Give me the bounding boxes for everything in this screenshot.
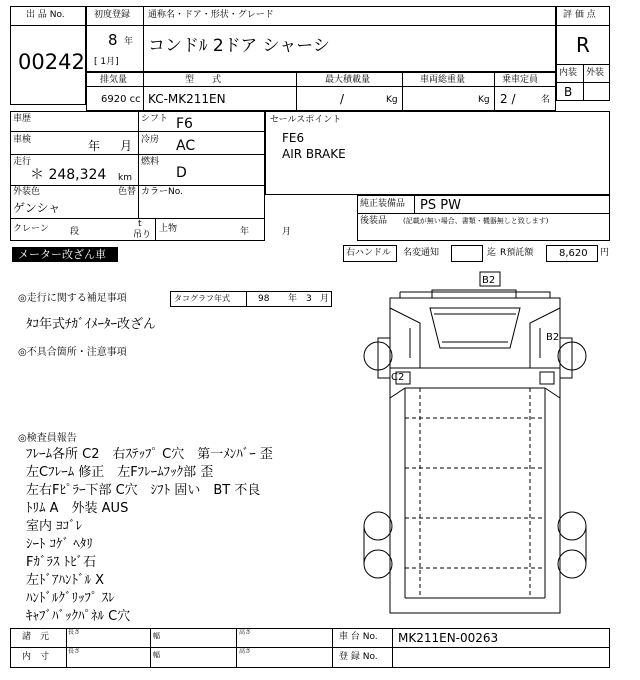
crane-label: クレーン bbox=[13, 224, 49, 234]
report-line: Fｶﾞﾗｽ ﾄﾋﾞ石 bbox=[26, 555, 97, 570]
ext-color-value: ゲンシャ bbox=[13, 201, 61, 215]
model-value: KC-MK211EN bbox=[148, 92, 226, 106]
inspection-label: 車検 bbox=[13, 135, 32, 145]
hoist-month: 月 bbox=[282, 227, 292, 237]
sales-line2: AIR BRAKE bbox=[282, 147, 346, 161]
name-label: 通称名・ドア・形状・グレード bbox=[148, 10, 274, 20]
displacement-label: 排気量 bbox=[100, 75, 128, 85]
until-label: 迄 bbox=[487, 248, 497, 258]
width-label-1: 幅 bbox=[153, 632, 160, 640]
report-line: ﾌﾚｰﾑ各所 C2 右ｽﾃｯﾌﾟ C穴 第一ﾒﾝﾊﾞｰ 歪 bbox=[26, 447, 273, 462]
exterior-label: 外装 bbox=[586, 68, 605, 78]
report-line: 左Cﾌﾚｰﾑ 修正 左Fﾌﾚｰﾑﾌｯｸ部 歪 bbox=[26, 465, 214, 480]
first-reg-label: 初度登録 bbox=[94, 10, 131, 20]
name-change-box bbox=[451, 245, 483, 262]
max-load-value: / bbox=[340, 92, 345, 106]
naisun-label: 内 寸 bbox=[22, 652, 50, 662]
chassis-value: MK211EN-00263 bbox=[398, 631, 499, 645]
genuine-value: PS PW bbox=[420, 198, 461, 213]
gross-weight-label: 車両総重量 bbox=[420, 75, 466, 85]
sales-line1: FE6 bbox=[282, 131, 305, 145]
meter-tampered-badge: メーター改ざん車 bbox=[12, 247, 118, 262]
running-title: ◎走行に関する補足事項 bbox=[18, 293, 127, 304]
height-label-1: 高さ bbox=[239, 629, 252, 636]
sales-title: セールスポイント bbox=[270, 115, 342, 125]
inspection-month: 月 bbox=[120, 139, 133, 153]
mileage-label: 走行 bbox=[13, 157, 32, 167]
kg-unit-2: Kg bbox=[478, 95, 490, 105]
width-label-2: 幅 bbox=[153, 651, 160, 659]
crane-t: t bbox=[138, 219, 142, 229]
ac-value: AC bbox=[176, 138, 196, 154]
fuel-value: D bbox=[176, 165, 187, 181]
ac-label: 冷房 bbox=[141, 135, 160, 145]
b2-top-label: B2 bbox=[482, 275, 496, 286]
capacity-unit: 名 bbox=[541, 95, 551, 105]
hoist-label: 上物 bbox=[159, 224, 178, 234]
report-line: 左ﾄﾞｱﾊﾝﾄﾞﾙ X bbox=[26, 573, 105, 588]
crane-dan: 段 bbox=[70, 227, 80, 237]
b2-right-label: B2 bbox=[546, 332, 560, 343]
r-deposit-label: R預託額 bbox=[500, 248, 534, 258]
tachograph-year: 98 bbox=[258, 294, 270, 304]
shift-label: シフト bbox=[141, 114, 169, 124]
year-unit: 年 bbox=[124, 37, 134, 47]
mileage-value: ＊ 248,324 bbox=[30, 167, 107, 183]
running-note: ﾀｺ年式ﾁｶﾞｲﾒｰﾀｰ改ざん bbox=[26, 317, 157, 332]
history-label: 車歴 bbox=[13, 114, 32, 124]
tachograph-y: 年 bbox=[288, 294, 298, 304]
shogen-label: 諸 元 bbox=[22, 632, 50, 642]
report-line: 左右Fﾋﾟﾗｰ下部 C穴 ｼﾌﾄ 固い BT 不良 bbox=[26, 483, 261, 498]
capacity-value: 2 / bbox=[500, 92, 516, 106]
grade-label: 評 価 点 bbox=[563, 10, 596, 20]
length-label-1: 長さ bbox=[68, 629, 81, 636]
aftermarket-label: 後装品 bbox=[360, 216, 388, 226]
yen-unit: 円 bbox=[600, 248, 610, 258]
height-label-2: 高さ bbox=[239, 648, 252, 655]
first-reg-year: 8 bbox=[108, 31, 118, 49]
defects-title: ◎不具合箇所・注意事項 bbox=[18, 347, 127, 358]
interior-label: 内装 bbox=[559, 68, 578, 78]
car-name: コンドﾙ 2ドア シャーシ bbox=[148, 36, 330, 56]
report-line: ﾊﾝﾄﾞﾙｸﾞﾘｯﾌﾟ ｽﾚ bbox=[26, 591, 115, 606]
right-hand-label: 右ハンドル bbox=[346, 248, 392, 258]
truck-diagram bbox=[360, 268, 590, 628]
footer-box bbox=[10, 628, 610, 668]
lot-number: 00242 bbox=[18, 50, 85, 74]
tachograph-month: 3 bbox=[306, 294, 312, 304]
name-change-label: 名変通知 bbox=[403, 248, 440, 258]
reg-label: 登 録 No. bbox=[339, 652, 378, 662]
report-line: ｷｬﾌﾞﾊﾞｯｸﾊﾟﾈﾙ C穴 bbox=[26, 609, 131, 624]
report-line: ｼｰﾄ ｺｹﾞ ﾍﾀﾘ bbox=[26, 537, 93, 552]
model-label: 型 式 bbox=[185, 75, 222, 85]
report-line: 室内 ﾖｺﾞﾚ bbox=[26, 519, 83, 534]
fuel-label: 燃料 bbox=[141, 157, 160, 167]
grade-value: R bbox=[576, 33, 590, 57]
interior-grade: B bbox=[564, 85, 573, 99]
km-unit: km bbox=[118, 173, 132, 183]
report-line: ﾄﾘﾑ A 外装 AUS bbox=[26, 501, 129, 516]
lot-label: 出 品 No. bbox=[26, 10, 65, 20]
max-load-label: 最大積載量 bbox=[325, 75, 371, 85]
first-reg-month: [ 1月] bbox=[94, 57, 119, 67]
aftermarket-note: (記載が無い場合、書類・機器無しと致します) bbox=[403, 217, 549, 225]
tachograph-label: タコグラフ年式 bbox=[174, 294, 230, 303]
r-deposit-value: 8,620 bbox=[559, 248, 588, 259]
kg-unit-1: Kg bbox=[386, 95, 398, 105]
chassis-label: 車 台 No. bbox=[339, 632, 378, 642]
genuine-label: 純正装備品 bbox=[360, 199, 406, 209]
inspection-year: 年 bbox=[88, 139, 101, 153]
displacement-value: 6920 cc bbox=[101, 94, 141, 105]
crane-tsuri: 吊り bbox=[133, 230, 152, 240]
length-label-2: 長さ bbox=[68, 648, 81, 655]
capacity-label: 乗車定員 bbox=[502, 75, 539, 85]
c2-left-label: C2 bbox=[391, 372, 405, 383]
color-no-label: カラーNo. bbox=[141, 187, 183, 197]
shift-value: F6 bbox=[176, 116, 193, 132]
ext-color-label: 外装色 bbox=[13, 187, 41, 197]
tachograph-m: 月 bbox=[320, 294, 330, 304]
color-change-label: 色替 bbox=[118, 187, 137, 197]
inspector-title: ◎検査員報告 bbox=[18, 433, 77, 444]
hoist-year: 年 bbox=[240, 227, 250, 237]
